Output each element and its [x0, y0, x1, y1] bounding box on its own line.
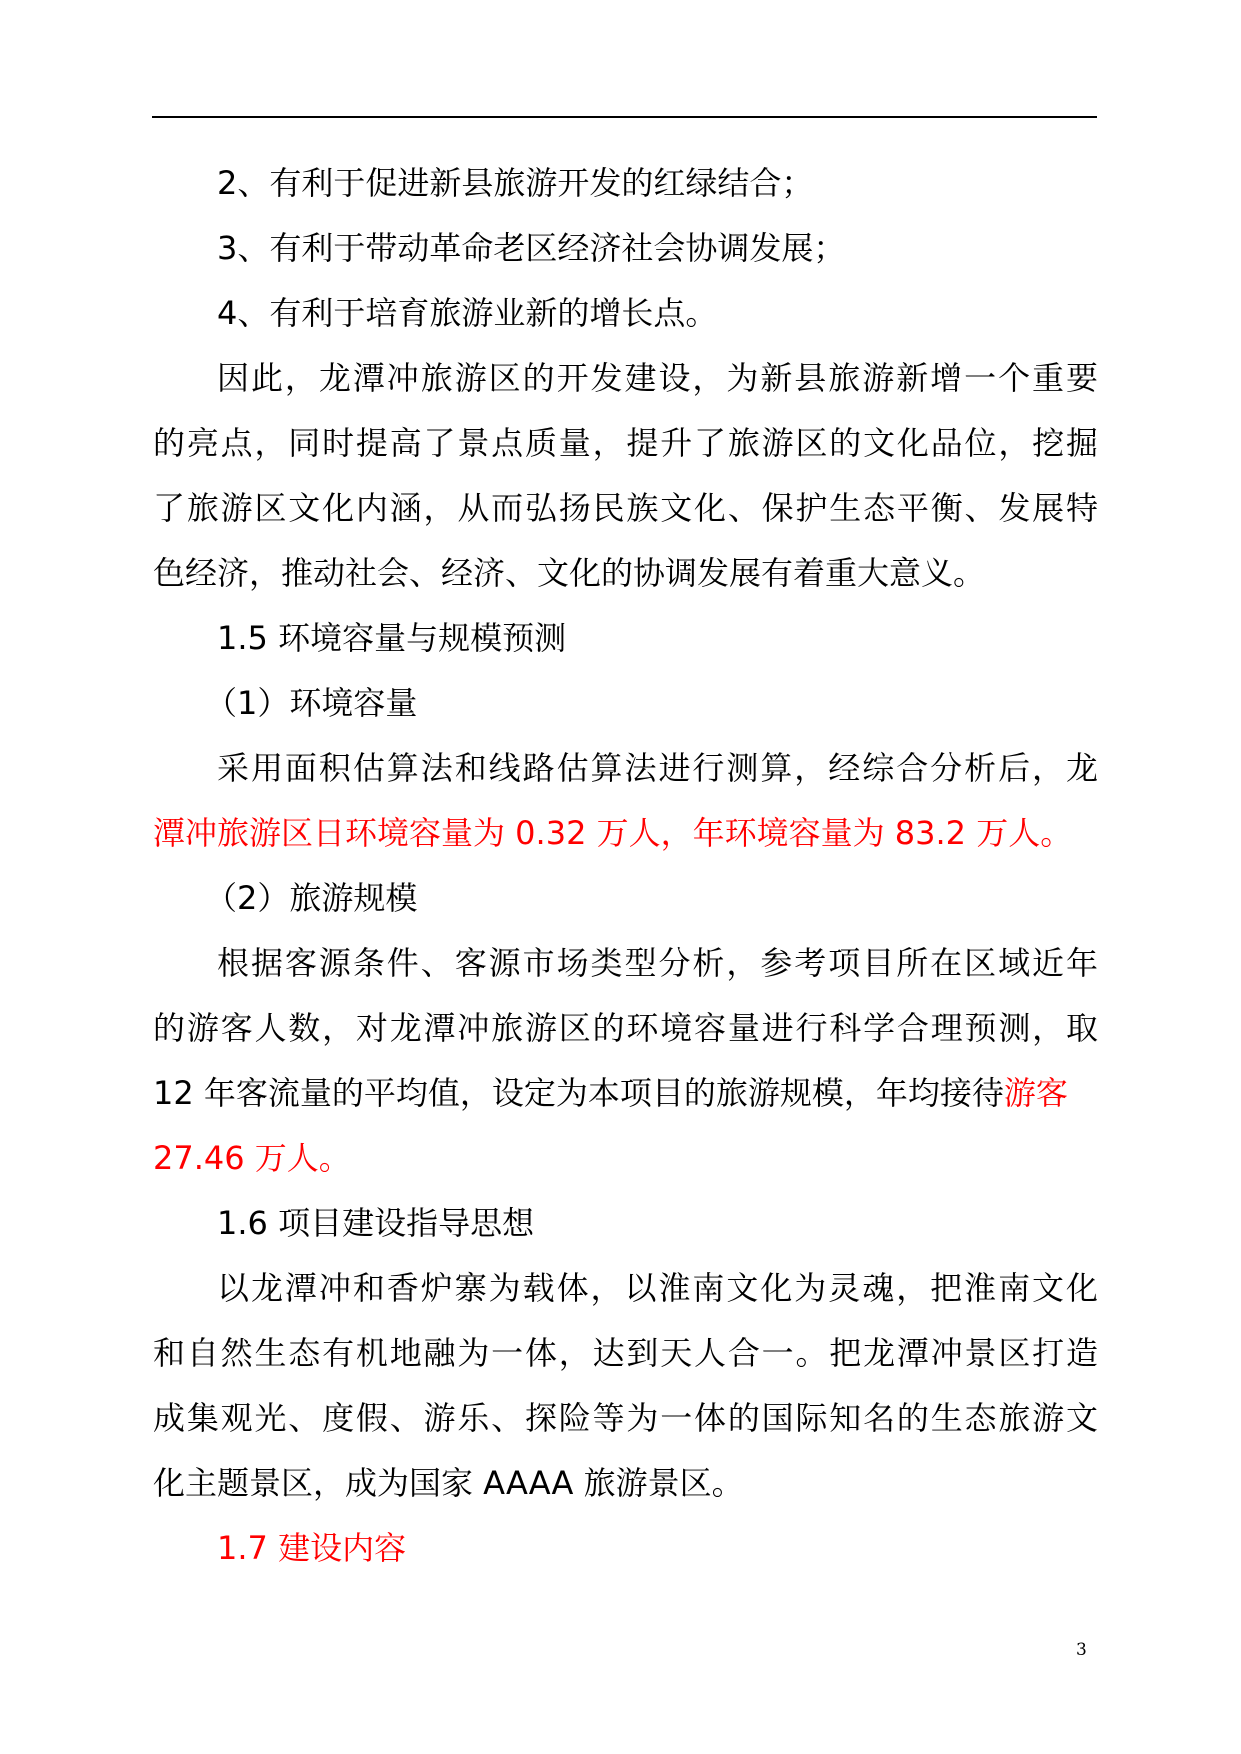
- conclusion-paragraph: [153, 346, 1098, 606]
- paragraph-line: 成集观光、度假、游乐、探险等为一体的国际知名的生态旅游文: [153, 1399, 1098, 1437]
- capacity-paragraph: [153, 736, 1098, 866]
- paragraph-text: 12 年客流量的平均值，设定为本项目的旅游规模，年均接待: [153, 1074, 1004, 1112]
- paragraph-line: 采用面积估算法和线路估算法进行测算，经综合分析后，龙: [217, 749, 1098, 787]
- guiding-paragraph: [153, 1256, 1098, 1516]
- paragraph-line: [153, 1061, 1098, 1126]
- section-heading-1-7: 1.7 建设内容: [217, 1529, 407, 1567]
- subheading-tourism-scale: （2）旅游规模: [205, 879, 418, 917]
- highlight-text: 游客: [1003, 1074, 1068, 1112]
- list-item-4: 4、有利于培育旅游业新的增长点。: [217, 294, 718, 332]
- scale-paragraph: [153, 931, 1098, 1191]
- header-rule: [152, 116, 1097, 118]
- document-body: [153, 151, 1098, 1581]
- paragraph-line: 了旅游区文化内涵，从而弘扬民族文化、保护生态平衡、发展特: [153, 489, 1098, 527]
- paragraph-line: 因此，龙潭冲旅游区的开发建设，为新县旅游新增一个重要: [217, 359, 1098, 397]
- paragraph-line: 的亮点，同时提高了景点质量，提升了旅游区的文化品位，挖掘: [153, 424, 1098, 462]
- section-heading-1-5: 1.5 环境容量与规模预测: [217, 619, 567, 657]
- paragraph-line-highlight: 潭冲旅游区日环境容量为 0.32 万人，年环境容量为 83.2 万人。: [153, 814, 1073, 852]
- paragraph-line: 以龙潭冲和香炉寨为载体，以淮南文化为灵魂，把淮南文化: [217, 1269, 1098, 1307]
- list-item-3: 3、有利于带动革命老区经济社会协调发展；: [217, 229, 846, 267]
- paragraph-line: 的游客人数，对龙潭冲旅游区的环境容量进行科学合理预测，取: [153, 1009, 1098, 1047]
- section-heading-1-6: 1.6 项目建设指导思想: [217, 1204, 535, 1242]
- page-number: 3: [1076, 1640, 1087, 1660]
- list-item-2: 2、有利于促进新县旅游开发的红绿结合；: [217, 164, 814, 202]
- paragraph-line-highlight: 27.46 万人。: [153, 1139, 351, 1177]
- paragraph-line: 和自然生态有机地融为一体，达到天人合一。把龙潭冲景区打造: [153, 1334, 1098, 1372]
- paragraph-line: 根据客源条件、客源市场类型分析，参考项目所在区域近年: [217, 944, 1098, 982]
- paragraph-line: 化主题景区，成为国家 AAAA 旅游景区。: [153, 1464, 744, 1502]
- subheading-environmental-capacity: （1）环境容量: [205, 684, 418, 722]
- paragraph-line: 色经济，推动社会、经济、文化的协调发展有着重大意义。: [153, 554, 986, 592]
